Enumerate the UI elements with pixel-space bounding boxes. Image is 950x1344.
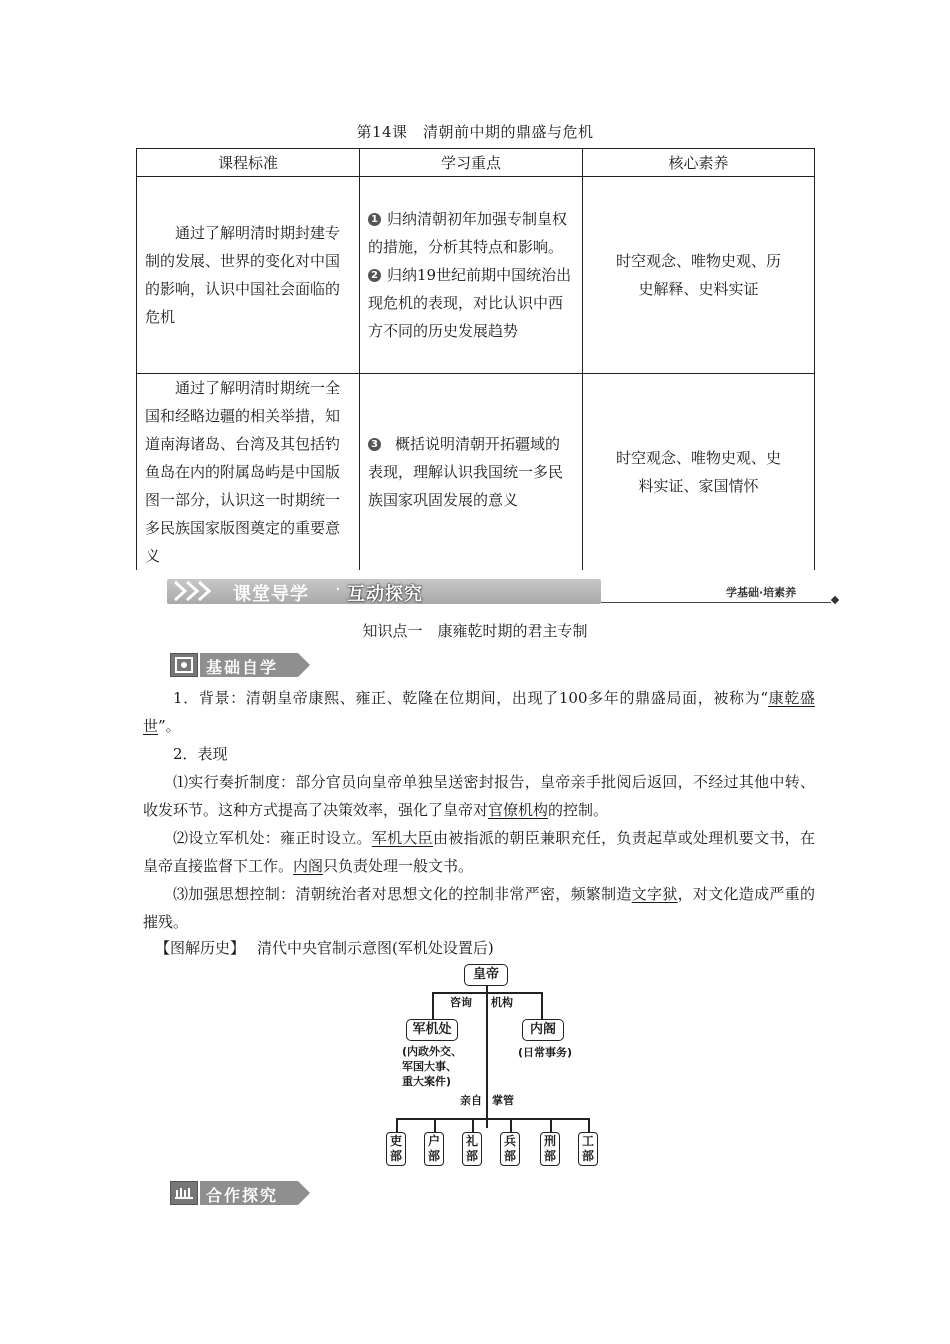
focus-text: 归纳19世纪前期中国统治出现危机的表现，对比认识中西方不同的历史发展趋势 [367, 266, 572, 340]
lesson-title: 第14课 清朝前中期的鼎盛与危机 [356, 123, 594, 141]
official-system-diagram [380, 962, 610, 1172]
grid-icon [170, 1181, 198, 1205]
ministry-works [578, 1132, 598, 1166]
header-focus: 学习重点 [359, 149, 582, 177]
focus-cell [359, 374, 582, 571]
consult-label: 咨询 [450, 996, 472, 1009]
text: 1．背景：清朝皇帝康熙、雍正、乾隆在位期间，出现了100多年的鼎盛局面，被称为“ [173, 689, 769, 707]
paragraph-manifestation: 2．表现 [173, 745, 228, 763]
ministry-war [500, 1132, 520, 1166]
section-coop-label [170, 1181, 310, 1205]
ministry-tick [434, 1118, 436, 1132]
underlined-term: 官僚机构 [488, 801, 549, 819]
ministry-justice [540, 1132, 560, 1166]
header-standard: 课程标准 [137, 149, 360, 177]
ministry-char: 部 [581, 1149, 594, 1163]
header-core: 核心素养 [582, 149, 814, 177]
ministry-char: 部 [427, 1149, 440, 1163]
text: ”。 [158, 717, 181, 735]
core-cell [582, 177, 814, 374]
ministry-personnel [386, 1132, 406, 1166]
text: ⑴实行奏折制度：部分官员向皇帝单独呈送密封报告，皇帝亲手批阅后返回，不经过其他中转、收发环节。这种方式提高了决策效率，强化了皇帝对 [143, 773, 815, 819]
text: 只负责处理一般文书。 [323, 857, 474, 875]
junjichu-box: 军机处 [406, 1019, 458, 1041]
section-coop-text: 合作探究 [206, 1186, 279, 1205]
ministry-revenue [424, 1132, 444, 1166]
ministry-char: 部 [389, 1149, 402, 1163]
banner-title-right: 互动探究 [347, 584, 423, 605]
text: 的控制。 [548, 801, 609, 819]
standard-cell: 通过了解明清时期统一全国和经略边疆的相关举措，知道南海诸岛、台湾及其包括钓鱼岛在内的附属岛屿是中国版图一部分，认识这一时期统一多民族国家版图奠定的重要意义 [137, 374, 360, 571]
underlined-term: 康乾盛世 [143, 689, 815, 735]
table-row [137, 177, 815, 374]
text: 由被指派的朝臣兼职充任，负责起草或处理机要文书，在皇帝直接监督下工作。 [143, 829, 815, 875]
table-header-row [137, 149, 815, 177]
underlined-term: 内阁 [293, 857, 324, 875]
underlined-term: 文字狱 [631, 885, 678, 903]
ministry-char: 吏 [389, 1134, 402, 1148]
curriculum-table [136, 148, 815, 570]
paragraph-background [143, 684, 815, 740]
knowledge-point-title: 知识点一 康雍乾时期的君主专制 [362, 622, 588, 640]
branch-line [432, 992, 542, 994]
banner-separator: · [335, 579, 341, 600]
figure-caption: 清代中央官制示意图(军机处设置后) [257, 939, 494, 957]
diamond-icon [831, 596, 839, 604]
ministry-char: 兵 [503, 1134, 516, 1148]
section-basic-text: 基础自学 [206, 658, 279, 677]
section-banner [135, 576, 840, 606]
note-line: (内政外交、 [402, 1045, 463, 1058]
ministry-char: 部 [503, 1149, 516, 1163]
paragraph-memorial-system [143, 768, 815, 824]
banner-rule [601, 602, 831, 603]
junjichu-note [402, 1044, 462, 1089]
core-cell [582, 374, 814, 571]
agency-label: 机构 [491, 996, 513, 1009]
number-2-icon: 2 [368, 269, 381, 282]
ministry-tick [396, 1118, 398, 1132]
ministry-tick [550, 1118, 552, 1132]
table-row [137, 374, 815, 571]
standard-cell: 通过了解明清时期封建专制的发展、世界的变化对中国的影响，认识中国社会面临的危机 [137, 177, 360, 374]
emperor-box: 皇帝 [464, 964, 508, 986]
note-line: 军国大事、 [402, 1060, 457, 1073]
ministry-bar [396, 1118, 589, 1120]
manage-label: 掌管 [492, 1094, 514, 1107]
banner-title-left: 课堂导学 [233, 584, 309, 605]
neige-box: 内阁 [522, 1019, 564, 1041]
personally-label: 亲自 [460, 1094, 482, 1107]
ministry-char: 刑 [543, 1134, 556, 1148]
core-text: 时空观念、唯物史观、历史解释、史料实证 [615, 252, 781, 298]
text: ⑶加强思想控制：清朝统治者对思想文化的控制非常严密，频繁制造 [173, 885, 632, 903]
figure-caption-line [143, 934, 815, 962]
underlined-term: 军机大臣 [371, 829, 433, 847]
trunk-line [486, 986, 488, 1128]
ministry-tick [510, 1118, 512, 1132]
ministry-char: 礼 [465, 1134, 478, 1148]
number-1-icon: 1 [368, 213, 381, 226]
ministry-char: 部 [465, 1149, 478, 1163]
ministry-tick [588, 1118, 590, 1132]
paragraph-thought-control [143, 880, 815, 936]
focus-item [368, 261, 574, 345]
number-3-icon: 3 [368, 438, 381, 451]
focus-item [368, 205, 574, 261]
text: ⑵设立军机处：雍正时设立。 [173, 829, 372, 847]
note-line: 重大案件) [402, 1075, 452, 1088]
section-basic-label [170, 653, 310, 677]
ministry-char: 部 [543, 1149, 556, 1163]
figure-label: 【图解历史】 [155, 939, 246, 957]
ministry-char: 户 [427, 1134, 440, 1148]
book-icon [170, 653, 198, 677]
ministry-tick [472, 1118, 474, 1132]
banner-right-text: 学基础·培素养 [726, 586, 797, 599]
focus-cell [359, 177, 582, 374]
focus-item [368, 430, 574, 514]
branch-line [541, 992, 543, 1019]
ministry-rites [462, 1132, 482, 1166]
paragraph-grand-council [143, 824, 815, 880]
ministry-char: 工 [581, 1134, 594, 1148]
focus-text: 概括说明清朝开拓疆域的表现，理解认识我国统一多民族国家巩固发展的意义 [367, 435, 563, 509]
core-text: 时空观念、唯物史观、史料实证、家国情怀 [615, 449, 781, 495]
focus-text: 归纳清朝初年加强专制皇权的措施，分析其特点和影响。 [367, 210, 567, 256]
neige-note: (日常事务) [518, 1046, 573, 1059]
branch-line [432, 992, 434, 1019]
chevron-right-icon [171, 580, 221, 602]
text: ，对文化造成严重的摧残。 [143, 885, 815, 931]
